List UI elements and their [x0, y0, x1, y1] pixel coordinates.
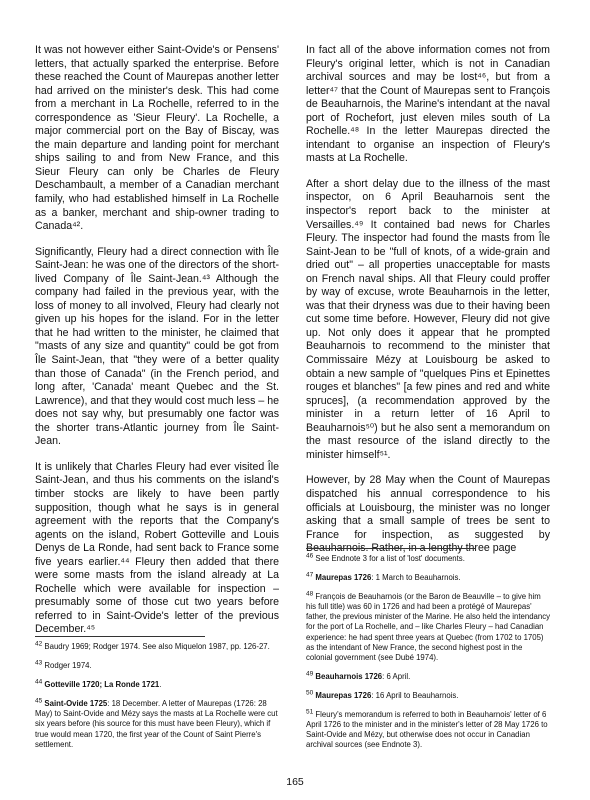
footnote-text: See Endnote 3 for a list of 'lost' documents.: [315, 554, 465, 563]
body-paragraph: In fact all of the above information comes not from Fleury's original letter, which is not in Canadian archival sources and may be lost⁴⁶, but from a letter⁴⁷ that the Count of Maurepas sent to François de Beauharnois, the Marine's intendant at the naval port of Rochefort, just eleven miles south of La Rochelle.⁴⁸ In the letter Maurepas directed the intendant to organise an inspection of Fleury's masts at La Rochelle.: [306, 44, 550, 165]
footnote-number: 51: [306, 708, 314, 716]
footnote-number: 49: [306, 670, 314, 678]
body-paragraph: After a short delay due to the illness of the mast inspector, on 6 April Beauharnois sent the inspector's report back to the minister at Versailles.⁴⁹ It contained bad news for Charles Fleury. The inspector had found the masts from Île Saint-Jean to be "full of knots, of a wide-grain and dried out" – all properties unacceptable for masts on French naval ships. All that Fleury could proffer by way of excuse, wrote Beauharnois in the letter, was that their dryness was due to their having been cut some time before. However, Fleury did not give up. Not only does it appear that he prompted Beauharnois to recommend to the minister that Commissaire Mézy at Louisbourg be asked to obtain a new sample of "quelques Pins et Epinettes rouges et blanches" [a few pines and red and white spruces], (a recommendation approved by the minister in a return letter of 16 April to Beauharnois⁵⁰) but he also sent a memorandum on the mast resource of the island directly to the minister himself⁵¹.: [306, 177, 550, 461]
footnote-text: Fleury's memorandum is referred to both in Beauharnois' letter of 6 April 1726 to the minister and in the minister's letter of 28 May 1726 to Saint-Ovide and Mézy, but otherwise does not occur in Canadian archival sources (see Endnote 3).: [306, 710, 548, 750]
footnote-text: : 16 April to Beauharnois.: [371, 690, 459, 700]
footnote-rule: [306, 548, 476, 549]
footnote: [306, 592, 550, 663]
footnote-text: .: [159, 680, 162, 690]
footnote-number: 43: [35, 659, 43, 667]
footnote-text: François de Beauharnois (or the Baron de Beauville – to give him his full title) was 60 in 1726 and had been a protégé of Maurepas' father, the previous minister of the Marine. He also held the intendancy for the port of La Rochelle, and – like Charles Fleury – had Canadian experience: he had spent three years at Quebec (from 1702 to 1705) as the intendant of New France, the second highest post in the colonial government (see Dubé 1974).: [306, 592, 551, 662]
body-paragraph: However, by 28 May when the Count of Maurepas dispatched his annual correspondence to his officials at Louisbourg, the minister was no longer asking that a small sample of trees be sent to France for inspection, as suggested by Beauharnois. Rather, in a lengthy three page: [306, 474, 550, 555]
footnote: [35, 699, 279, 749]
left-column: [35, 44, 279, 649]
footnote-number: 46: [306, 552, 314, 560]
footnote-number: 50: [306, 689, 314, 697]
footnote-text: : 18 December. A letter of Maurepas (1726: 28 May) to Saint-Ovide and Mézy says the masts at La Rochelle were cut six years before (his source for this must have been Fleury), which if true would mean 1720, the first year of the Count of Saint Pierre's settlement.: [35, 699, 278, 749]
body-paragraph: It was not however either Saint-Ovide's or Pensens' letters, that actually sparked the enterprise. Before these reached the Count of Maurepas another letter had arrived on the minister's desk. This had come from a merchant in La Rochelle, referred to in the correspondence as 'Sieur Fleury'. La Rochelle, a major commercial port on the Bay of Biscay, was the main departure and landing point for merchant ships sailing to and from New France, and this Sieur Fleury can only be Charles de Fleury Deschambault, a member of a Canadian merchant family, who had established himself in La Rochelle as a banker, merchant and ship-owner trading to Canada⁴².: [35, 44, 279, 233]
footnote: [306, 672, 550, 682]
footnote: [306, 691, 550, 701]
footnote-number: 48: [306, 590, 314, 598]
body-paragraph: Significantly, Fleury had a direct connection with Île Saint-Jean: he was one of the directors of the short-lived Company of Île Saint-Jean.⁴³ Although the company had failed in the previous year, with the loss of money to all involved, Fleury had clearly not given up his hopes for the island. For in the letter that he had written to the minister, he claimed that "masts of any size and quantity" could be got from Île Saint-Jean, that "they were of a better quality than those of Canada" (in the French period, and long after, 'Canada' meant Quebec and the St. Lawrence), and that they would cost much less – he does not say why, but presumably one factor was the shorter trans-Atlantic journey from Île Saint-Jean.: [35, 245, 279, 448]
footnote: [35, 680, 279, 690]
footnote-source: Maurepas 1726: [315, 573, 372, 583]
footnote: [306, 710, 550, 750]
footnote-text: : 6 April.: [382, 671, 411, 681]
footnote-text: : 1 March to Beauharnois.: [371, 573, 461, 583]
footnote-rule: [35, 636, 205, 637]
footnotes-right: [306, 548, 550, 759]
footnote-number: 44: [35, 678, 43, 686]
footnote-text: Rodger 1974.: [44, 661, 92, 671]
footnote-source: Beauharnois 1726: [315, 671, 383, 681]
footnote-number: 47: [306, 571, 314, 579]
footnote-number: 45: [35, 697, 43, 705]
footnote-source: Saint-Ovide 1725: [44, 699, 108, 709]
body-paragraph: It is unlikely that Charles Fleury had ever visited Île Saint-Jean, and thus his comments on the island's timber stocks are likely to have been partly supposition, though what he says is in general agreement with the reports that the Company's agents on the island, Robert Gotteville and Louis Denys de La Ronde, had sent back to France some five years earlier.⁴⁴ Fleury then added that there were some masts from the island already at La Rochelle which were available for inspection – presumably some of those cut two years before referred to in Saint-Ovide's letter of the previous December.⁴⁵: [35, 460, 279, 636]
footnote: [35, 642, 279, 652]
footnote-source: Gotteville 1720; La Ronde 1721: [44, 680, 160, 690]
page-number: 165: [286, 776, 304, 788]
footnote: [306, 573, 550, 583]
footnote-source: Maurepas 1726: [315, 690, 372, 700]
footnotes-left: [35, 636, 279, 759]
footnote-number: 42: [35, 640, 43, 648]
right-column: [306, 44, 550, 568]
footnote: [306, 554, 550, 564]
footnote-text: Baudry 1969; Rodger 1974. See also Miquelon 1987, pp. 126-27.: [44, 642, 270, 651]
footnote: [35, 661, 279, 671]
